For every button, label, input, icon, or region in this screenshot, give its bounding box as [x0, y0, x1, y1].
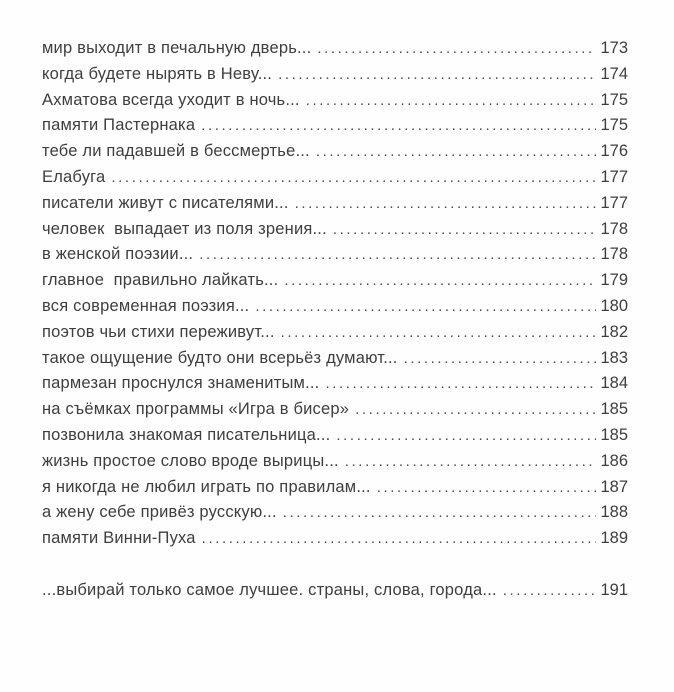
toc-entry-page-number: 176 — [600, 142, 628, 161]
toc-entry-page-number: 177 — [600, 167, 628, 186]
toc-entry-title: такое ощущение будто они всерьёз думают... — [42, 348, 398, 367]
dot-leader — [295, 191, 596, 217]
dot-leader — [281, 320, 596, 346]
toc-entry-title: я никогда не любил играть по правилам... — [42, 477, 371, 496]
toc-entry-page-number: 186 — [600, 451, 628, 470]
toc-entry-title: вся современная поэзия... — [42, 296, 250, 315]
toc-entry-title: поэтов чьи стихи переживут... — [42, 322, 275, 341]
toc-entry-title: жизнь простое слово вроде вырицы... — [42, 451, 339, 470]
dot-leader — [111, 165, 596, 191]
dot-leader — [345, 449, 596, 475]
toc-entry-page-number: 177 — [600, 193, 628, 212]
toc-entry-title: памяти Винни-Пуха — [42, 529, 196, 548]
toc-entry-title: в женской поэзии... — [42, 245, 194, 264]
toc-entry-title: ...выбирай только самое лучшее. страны, слова, города... — [42, 580, 497, 599]
toc-entry — [42, 397, 628, 423]
toc-entry-title: на съёмках программы «Игра в бисер» — [42, 400, 350, 419]
dot-leader — [306, 88, 596, 114]
table-of-contents — [42, 36, 628, 604]
toc-entry-page-number: 187 — [600, 477, 628, 496]
toc-entry-page-number: 173 — [600, 39, 628, 57]
dot-leader — [255, 294, 596, 320]
toc-entry-page-number: 178 — [600, 219, 628, 238]
toc-entry-page-number: 180 — [600, 296, 628, 315]
toc-entry-page-number: 183 — [600, 348, 628, 367]
toc-entry — [42, 294, 628, 320]
toc-entry — [42, 475, 628, 501]
dot-leader — [317, 36, 596, 62]
toc-entry — [42, 217, 628, 243]
toc-entry-page-number: 179 — [600, 271, 628, 290]
dot-leader — [503, 578, 596, 604]
toc-entry — [42, 242, 628, 268]
toc-entry-title: а жену себе привёз русскую... — [42, 503, 277, 522]
toc-entry-title: главное правильно лайкать... — [42, 271, 279, 290]
toc-bottom-group — [42, 578, 628, 604]
toc-entry — [42, 113, 628, 139]
toc-entry-title: позвонила знакомая писательница... — [42, 425, 331, 444]
toc-entry-title: тебе ли падавшей в бессмертье... — [42, 142, 310, 161]
toc-entry — [42, 36, 628, 62]
toc-entry — [42, 165, 628, 191]
toc-entry — [42, 191, 628, 217]
toc-entry — [42, 268, 628, 294]
toc-entry-title: мир выходит в печальную дверь... — [42, 39, 312, 57]
toc-entry-title: Ахматова всегда уходит в ночь... — [42, 90, 300, 109]
toc-entry — [42, 346, 628, 372]
toc-entry — [42, 449, 628, 475]
toc-entry-page-number: 175 — [600, 116, 628, 135]
toc-entry-title: пармезан проснулся знаменитым... — [42, 374, 320, 393]
toc-entry — [42, 423, 628, 449]
toc-entry-title: Елабуга — [42, 167, 106, 186]
toc-entry-title: человек выпадает из поля зрения... — [42, 219, 327, 238]
toc-entry-title: когда будете нырять в Неву... — [42, 64, 273, 83]
dot-leader — [199, 242, 596, 268]
toc-entry — [42, 88, 628, 114]
toc-entry-page-number: 188 — [600, 503, 628, 522]
dot-leader — [316, 139, 596, 165]
dot-leader — [336, 423, 596, 449]
toc-entry-page-number: 175 — [600, 90, 628, 109]
toc-entry-title: памяти Пастернака — [42, 116, 196, 135]
toc-entry-page-number: 185 — [600, 425, 628, 444]
toc-entry-page-number: 189 — [600, 529, 628, 548]
dot-leader — [325, 371, 596, 397]
dot-leader — [333, 217, 596, 243]
toc-entry-page-number: 185 — [600, 400, 628, 419]
toc-entry-page-number: 184 — [600, 374, 628, 393]
dot-leader — [278, 62, 596, 88]
toc-entry-page-number: 191 — [600, 580, 628, 599]
toc-entry — [42, 578, 628, 604]
dot-leader — [283, 500, 596, 526]
toc-entry-page-number: 182 — [600, 322, 628, 341]
toc-entry — [42, 500, 628, 526]
toc-entry — [42, 371, 628, 397]
toc-main-group — [42, 36, 628, 552]
dot-leader — [202, 526, 596, 552]
dot-leader — [355, 397, 596, 423]
dot-leader — [284, 268, 596, 294]
dot-leader — [201, 113, 596, 139]
toc-entry-page-number: 178 — [600, 245, 628, 264]
toc-entry — [42, 139, 628, 165]
dot-leader — [377, 475, 596, 501]
toc-entry — [42, 526, 628, 552]
toc-entry-title: писатели живут с писателями... — [42, 193, 289, 212]
toc-entry-page-number: 174 — [600, 64, 628, 83]
toc-entry — [42, 320, 628, 346]
toc-entry — [42, 62, 628, 88]
dot-leader — [404, 346, 596, 372]
